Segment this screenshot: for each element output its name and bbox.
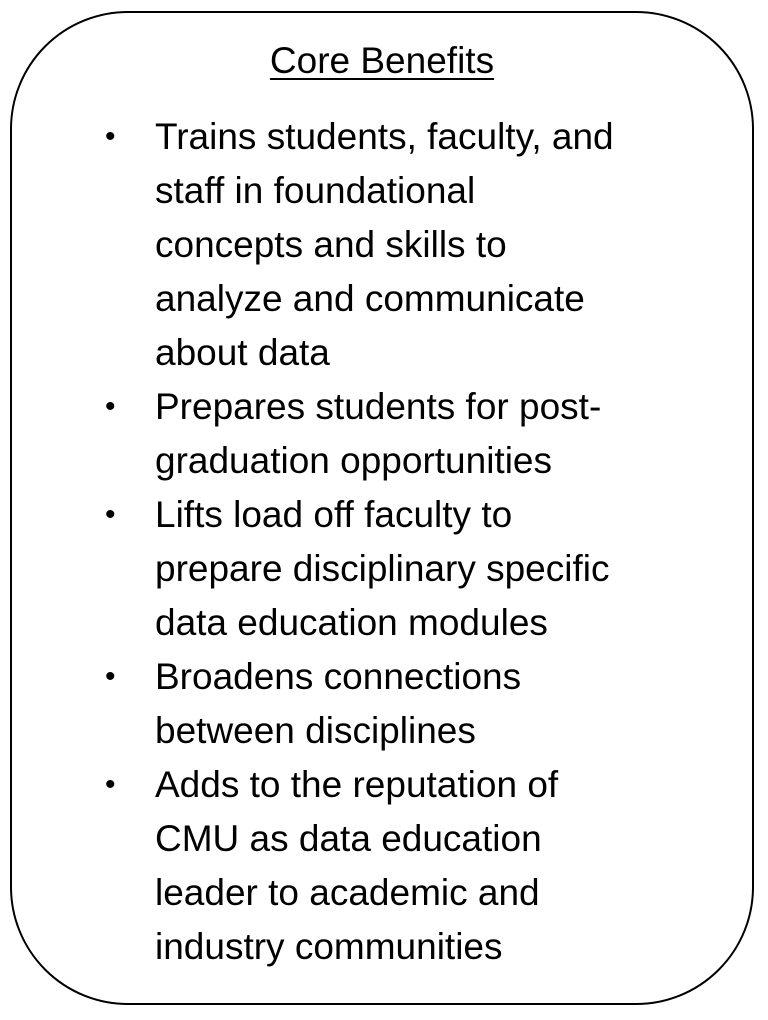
bullet-icon: • (105, 120, 116, 153)
core-benefits-card (10, 11, 754, 1005)
benefit-list (96, 110, 736, 974)
benefit-text: Adds to the reputation of CMU as data education leader to academic and industry communities (155, 764, 559, 967)
benefit-text: Trains students, faculty, and staff in foundational concepts and skills to analyze and communicate about data (155, 116, 614, 373)
benefit-text: Lifts load off faculty to prepare disciplinary specific data education modules (155, 494, 610, 643)
benefit-item (96, 488, 736, 650)
benefit-text: Broadens connections between disciplines (155, 656, 522, 751)
card-title: Core Benefits (269, 40, 495, 81)
bullet-icon: • (105, 390, 116, 423)
benefit-item (96, 380, 736, 488)
benefit-item (96, 110, 736, 380)
benefit-text: Prepares students for post- graduation opportunities (155, 386, 602, 481)
bullet-icon: • (105, 498, 116, 531)
benefit-item (96, 650, 736, 758)
benefit-item (96, 758, 736, 974)
bullet-icon: • (105, 768, 116, 801)
bullet-icon: • (105, 660, 116, 693)
